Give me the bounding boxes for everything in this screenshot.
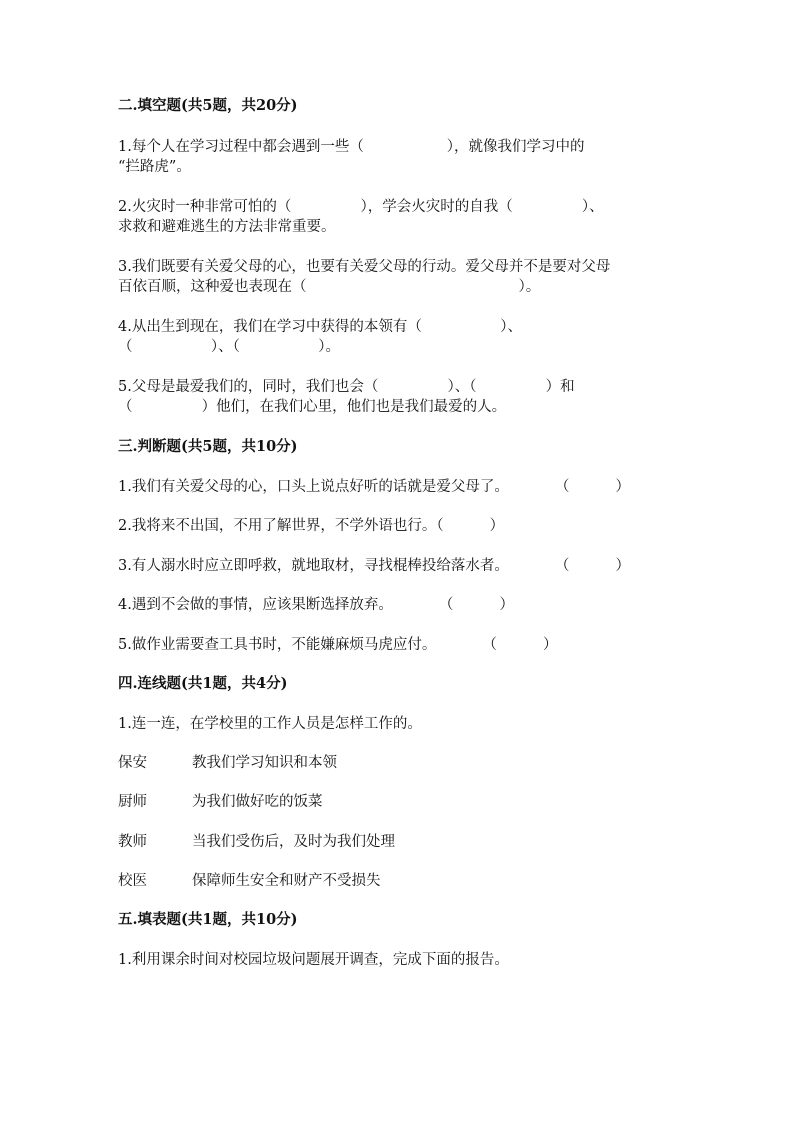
question-fill-2-line2: 求救和避难逃生的方法非常重要。 [118, 219, 336, 235]
section-heading-match: 四.连线题(共1题，共4分) [118, 675, 288, 692]
question-fill-2-line1: 2.火灾时一种非常可怕的（ ），学会火灾时的自我（ ）、 [118, 199, 604, 215]
question-fill-5-line2: （ ）他们，在我们心里，他们也是我们最爱的人。 [118, 399, 507, 415]
question-judge-3: 3.有人溺水时应立即呼救，就地取材，寻找棍棒投给落水者。 （ ） [118, 558, 631, 574]
question-fill-3-line2: 百依百顺，这种爱也表现在（ ）。 [118, 279, 541, 295]
question-judge-4: 4.遇到不会做的事情，应该果断选择放弃。 （ ） [118, 597, 515, 613]
question-fill-3-line1: 3.我们既要有关爱父母的心，也要有关爱父母的行动。爱父母并不是要对父母 [118, 259, 611, 275]
match-left-item: 厨师 [118, 794, 147, 810]
question-judge-2: 2.我将来不出国，不用了解世界，不学外语也行。（ ） [118, 518, 505, 534]
match-right-item: 保障师生安全和财产不受损失 [192, 873, 381, 889]
question-fill-5-line1: 5.父母是最爱我们的，同时，我们也会（ ）、（ ）和 [118, 379, 575, 395]
match-left-item: 保安 [118, 755, 147, 771]
question-table-1: 1.利用课余时间对校园垃圾问题展开调查，完成下面的报告。 [118, 952, 509, 968]
question-judge-5: 5.做作业需要查工具书时，不能嫌麻烦马虎应付。 （ ） [118, 637, 558, 653]
section-heading-judge: 三.判断题(共5题，共10分) [118, 438, 298, 455]
section-heading-fill-blank: 二.填空题(共5题，共20分) [118, 97, 298, 114]
question-fill-4-line1: 4.从出生到现在，我们在学习中获得的本领有（ ）、 [118, 319, 522, 335]
match-right-item: 教我们学习知识和本领 [192, 755, 337, 771]
match-left-item: 教师 [118, 834, 147, 850]
question-fill-1-line2: “拦路虎”。 [118, 159, 191, 175]
question-match-1: 1.连一连，在学校里的工作人员是怎样工作的。 [118, 716, 422, 732]
section-heading-table: 五.填表题(共1题，共10分) [118, 911, 298, 928]
match-right-item: 当我们受伤后，及时为我们处理 [192, 834, 395, 850]
match-right-item: 为我们做好吃的饭菜 [192, 794, 323, 810]
match-left-item: 校医 [118, 873, 147, 889]
question-judge-1: 1.我们有关爱父母的心，口头上说点好听的话就是爱父母了。 （ ） [118, 479, 631, 495]
question-fill-1-line1: 1.每个人在学习过程中都会遇到一些（ ），就像我们学习中的 [118, 139, 585, 155]
question-fill-4-line2: （ ）、（ ）。 [118, 339, 340, 355]
